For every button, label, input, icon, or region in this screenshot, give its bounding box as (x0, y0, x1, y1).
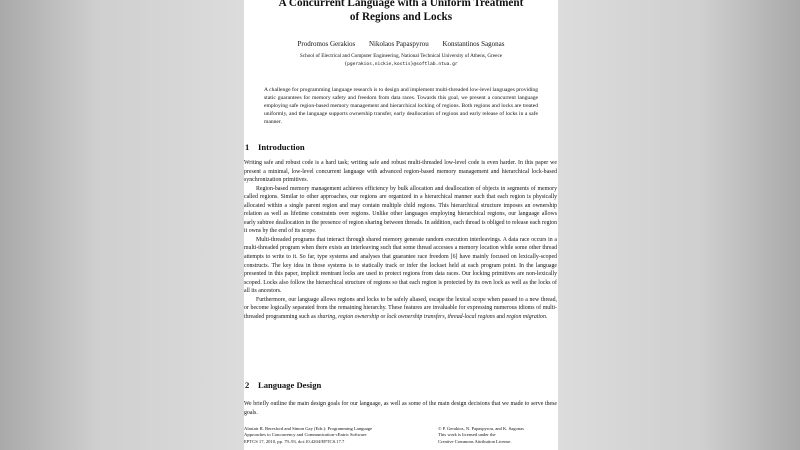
author-name: Prodromos Gerakios (297, 40, 356, 48)
section-heading-language-design (245, 380, 321, 390)
paper-title-line-1: A Concurrent Language with a Uniform Treatment (278, 0, 524, 9)
paragraph: We briefly outline the main design goals for our language, as well as some of the main design decisions that we made to serve these goals. (244, 401, 557, 416)
introduction-body (244, 159, 557, 321)
paragraph: Multi-threaded programs that interact through shared memory generate random execution interleavings. A data race occurs in a multi-threaded program when there exists an interleaving such that some thread accesses a memory location while some other thread attempts to write to it. So far, type systems and analyses that guarantee race freedom [6] have mainly focused on lexically-scoped constructs. The key idea in those systems is to statically track or infer the lockset held at each program point. In the language presented in this paper, implicit reentrant locks are used to protect regions from data races. Our locking primitives are non-lexically scoped. Locks also follow the hierarchical structure of regions so that each region is protected by its own lock as well as the locks of all its ancestors. (244, 236, 557, 295)
author-emails: {pgerakios,nickie,kostis}@softlab.ntua.gr (344, 62, 458, 67)
footer-citation: Alastair R. Beresford and Simon Gay (Eds.): Programming Language Approaches to Concurrency and Communication-cEntric Software EPTCS 17, 2010, pp. 79–93, doi:10.4204/EPTCS.17.7 (244, 426, 373, 444)
emphasis: sharing (317, 313, 336, 320)
viewer-background-left (0, 0, 244, 450)
emphasis: region ownership (338, 313, 380, 320)
section-title: Introduction (258, 142, 305, 152)
abstract: A challenge for programming language research is to design and implement multi-threaded low-level languages providing static guarantees for memory safety and freedom from data races. Towards this goal, we present a concurrent language employing safe region-based memory management and hierarchical locking of regions. Both regions and locks are treated uniformly, and the language supports ownership transfer, early deallocation of regions and early release of locks in a safe manner. (264, 87, 538, 125)
paragraph: Region-based memory management achieves efficiency by bulk allocation and deallocation of objects in segments of memory called regions. Similar to other approaches, our regions are organized in a hierarchical manner such that each region is physically allocated within a single parent region and may contain multiple child regions. This hierarchical structure imposes an ownership relation as well as lifetime constraints over regions. Unlike other languages employing hierarchical regions, our language allows early subtree deallocation in the presence of region sharing between threads. In addition, each thread is obliged to release each region it owns by the end of its scope. (244, 185, 557, 235)
footer-license: © P. Gerakios, N. Papaspyrou, and K. Sagonas This work is licensed under the Creative Commons Attribution License. (438, 426, 524, 444)
author-list (244, 40, 558, 49)
paragraph: Writing safe and robust code is a hard task; writing safe and robust multi-threaded low-level code is even harder. In this paper we present a minimal, low-level concurrent language with advanced region-based memory management and hierarchical lock-based synchronization primitives. (244, 160, 557, 184)
emphasis: lock ownership transfers (386, 313, 445, 320)
document-page[interactable] (244, 0, 558, 450)
viewer-background-right (556, 0, 800, 450)
language-design-body (244, 400, 557, 417)
paragraph: Furthermore, our language allows regions and locks to be safely aliased, escape the lexical scope when passed to a new thread, or become logically separated from the remaining hierarchy. These features are invaluable for expressing numerous idioms of multi-threaded programming such as sharing, region ownership or lock ownership transfers, thread-local regions and region migration. (244, 296, 557, 320)
section-title: Language Design (258, 380, 322, 390)
section-number: 1 (245, 142, 250, 152)
affiliation: School of Electrical and Computer Engineering, National Technical University of Athens, Greece (299, 53, 503, 59)
emphasis: region migration (506, 313, 546, 320)
paper-title-line-2: of Regions and Locks (349, 11, 453, 23)
section-heading-introduction (245, 142, 305, 152)
author-name: Konstantinos Sagonas (442, 40, 505, 48)
author-name: Nikolaos Papaspyrou (369, 40, 429, 48)
emphasis: thread-local regions (447, 313, 495, 320)
section-number: 2 (245, 380, 250, 390)
